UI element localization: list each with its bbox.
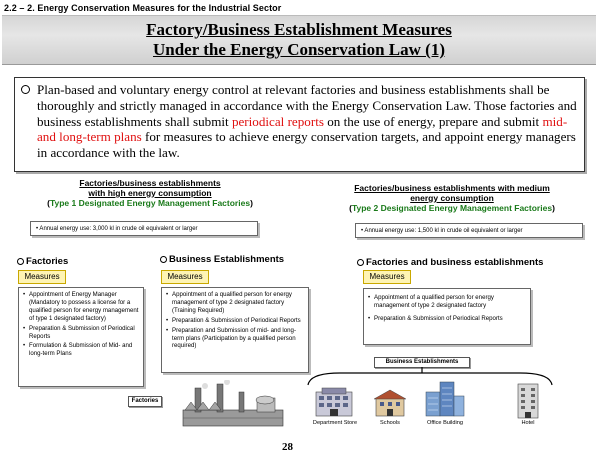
hotel-label: Hotel: [521, 420, 535, 426]
intro-text-1: Plan-based and voluntary energy control at relevant factories and business establishments shall be thoroughly and strictly managed in accordance with the Energy Conservation Law. Those factories and business establishments shall submit: [37, 82, 577, 129]
type1-group-heading: [10, 178, 290, 209]
both-measures-tag: Measures: [363, 270, 411, 284]
list-item: • Formulation & Submission of Mid- and long-term Plans: [23, 342, 139, 358]
factories-illustration-label: Factories: [128, 396, 162, 407]
type1-energy-use-box: [30, 221, 258, 236]
list-item: • Preparation and Submission of mid- and long-term plans (Participation by a qualified person required): [166, 327, 304, 351]
hotel-icon: [508, 380, 548, 420]
list-item: • Preparation & Submission of Periodical Reports: [23, 325, 139, 341]
list-item: • Appointment of a qualified person for energy management of type 2 designated factory: [368, 294, 526, 310]
type2-energy-use-box: [355, 223, 583, 238]
circle-bullet-icon: [17, 258, 24, 265]
factories-heading: [17, 256, 68, 267]
factories-heading-text: Factories: [26, 256, 69, 267]
factories-measures-box: [18, 287, 144, 387]
business-heading: [160, 254, 284, 265]
intro-highlight-periodical-reports: periodical reports: [231, 113, 324, 129]
business-measures-tag: Measures: [161, 270, 209, 284]
business-measures-box: [161, 287, 309, 373]
type1-title-line1: Factories/business establishments: [79, 178, 221, 188]
department-store-icon: [312, 386, 356, 418]
type2-energy-use: • Annual energy use: 1,500 kl in crude oil equivalent or larger: [361, 228, 523, 234]
type1-close-paren: ): [250, 198, 253, 208]
business-establishments-label: Business Establishments: [374, 357, 470, 368]
factories-measures-tag: Measures: [18, 270, 66, 284]
list-item: • Preparation & Submission of Periodical Reports: [368, 315, 526, 323]
circle-bullet-icon: [21, 85, 30, 94]
type2-group-heading: [312, 183, 592, 214]
list-item: • Preparation & Submission of Periodical Reports: [166, 317, 304, 325]
office-building-icon: [420, 380, 468, 418]
type2-designation: [312, 203, 592, 214]
intro-highlight-plans: mid- and long-term plans: [37, 113, 568, 145]
circle-bullet-icon: [357, 259, 364, 266]
page-title-line2: Under the Energy Conservation Law (1): [153, 40, 445, 59]
both-measures-box: [363, 288, 531, 345]
type2-title-line1: Factories/business establishments with medium: [354, 183, 550, 193]
factory-illustration-icon: [165, 380, 295, 430]
type1-open-paren: (: [47, 198, 50, 208]
type2-close-paren: ): [552, 203, 555, 213]
section-header: 2.2 – 2. Energy Conservation Measures for the Industrial Sector: [4, 3, 282, 13]
type2-title-line2: energy consumption: [410, 193, 494, 203]
office-building-label: Office Building: [427, 420, 463, 426]
department-store-label: Department Store: [312, 420, 358, 426]
list-item: • Appointment of a qualified person for energy management of type 2 designated factory (Training Required): [166, 291, 304, 315]
type1-title-line2: with high energy consumption: [88, 188, 212, 198]
business-heading-text: Business Establishments: [169, 254, 285, 265]
intro-text-3: for measures to achieve energy conservation targets, and appoint energy managers in accordance with the law.: [37, 129, 576, 161]
list-item: • Appointment of Energy Manager (Mandatory to possess a license for a qualified person for energy management of type 1 designated factory): [23, 291, 139, 323]
type2-open-paren: (: [349, 203, 352, 213]
title-banner: [2, 15, 596, 65]
both-heading: [357, 257, 543, 268]
intro-box: [14, 77, 585, 172]
type2-designation-text: Type 2 Designated Energy Management Factories: [351, 203, 553, 213]
both-heading-text: Factories and business establishments: [366, 257, 544, 268]
type1-designation-text: Type 1 Designated Energy Management Factories: [49, 198, 251, 208]
page-title-line1: Factory/Business Establishment Measures: [146, 20, 452, 39]
page-number: 28: [282, 441, 293, 451]
type1-designation: [10, 198, 290, 209]
type1-energy-use: • Annual energy use: 3,000 kl in crude oil equivalent or larger: [36, 226, 198, 232]
schools-label: Schools: [380, 420, 400, 426]
intro-text-2: on the use of energy, prepare and submit: [323, 113, 543, 129]
circle-bullet-icon: [160, 256, 167, 263]
school-icon: [372, 388, 408, 418]
